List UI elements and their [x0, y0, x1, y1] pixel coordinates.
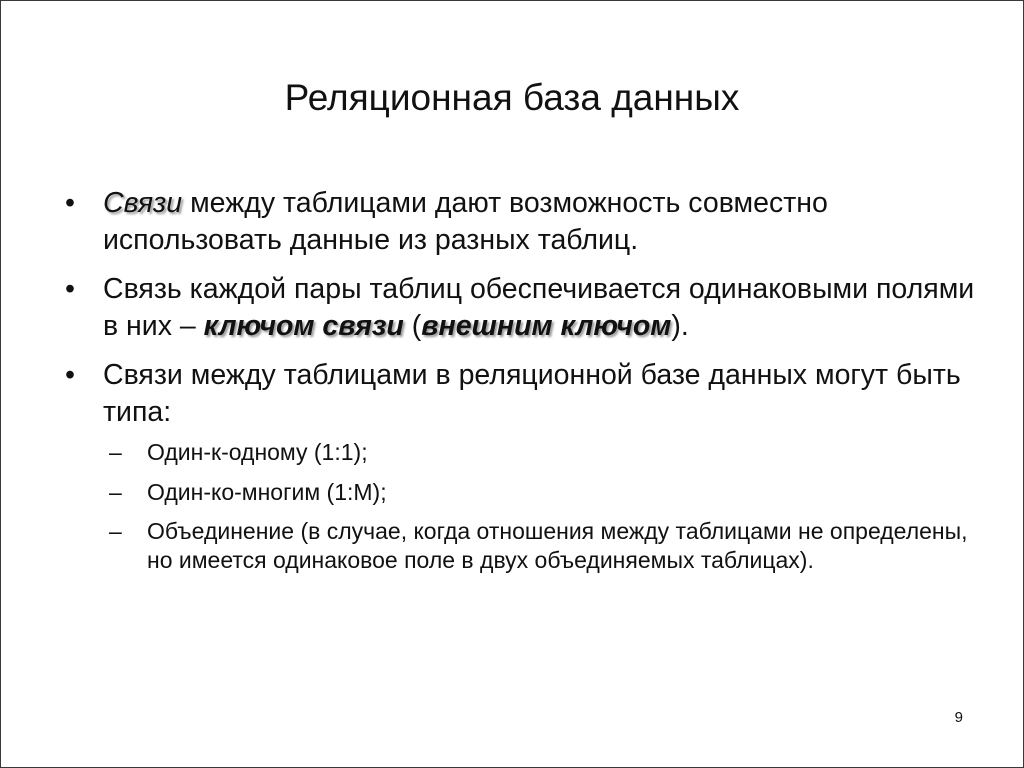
bullet-text-end: ).: [671, 309, 689, 342]
bullet-item-relation-types: [57, 357, 977, 574]
sub-item-text: Объединение (в случае, когда отношения между таблицами не определены, но имеется одинаковое поле в двух объединяемых таблицах).: [147, 518, 968, 573]
bullet-text: между таблицами дают возможность совместно использовать данные из разных таблиц.: [103, 187, 828, 256]
dash-marker: –: [109, 439, 122, 465]
bullet-text-start: Связь каждой пары таблиц обеспечивается одинаковыми полями в них –: [103, 273, 975, 342]
term-relations: Связи: [103, 187, 183, 219]
term-foreign-key: внешним ключом: [421, 309, 672, 342]
bullet-text: Связи между таблицами в реляционной базе данных могут быть типа:: [103, 359, 961, 428]
slide-title: Реляционная база данных: [284, 77, 740, 118]
bullet-item-relations: [57, 185, 977, 258]
sub-item-one-to-many: [103, 478, 977, 507]
bullet-item-link-key: [57, 271, 977, 344]
sub-item-one-to-one: [103, 438, 977, 467]
sub-item-text: Один-ко-многим (1:М);: [147, 478, 387, 505]
bullet-text-mid: (: [403, 309, 422, 342]
bullet-marker: •: [65, 273, 75, 305]
page-number: 9: [954, 709, 963, 726]
sub-item-text: Один-к-одному (1:1);: [147, 439, 368, 465]
dash-marker: –: [109, 518, 122, 544]
term-link-key: ключом связи: [203, 309, 404, 342]
bullet-marker: •: [65, 187, 75, 219]
sub-item-union: [103, 517, 977, 574]
bullet-marker: •: [65, 359, 75, 391]
sub-bullet-list: [103, 438, 977, 574]
dash-marker: –: [109, 478, 122, 505]
bullet-list: [57, 185, 977, 587]
